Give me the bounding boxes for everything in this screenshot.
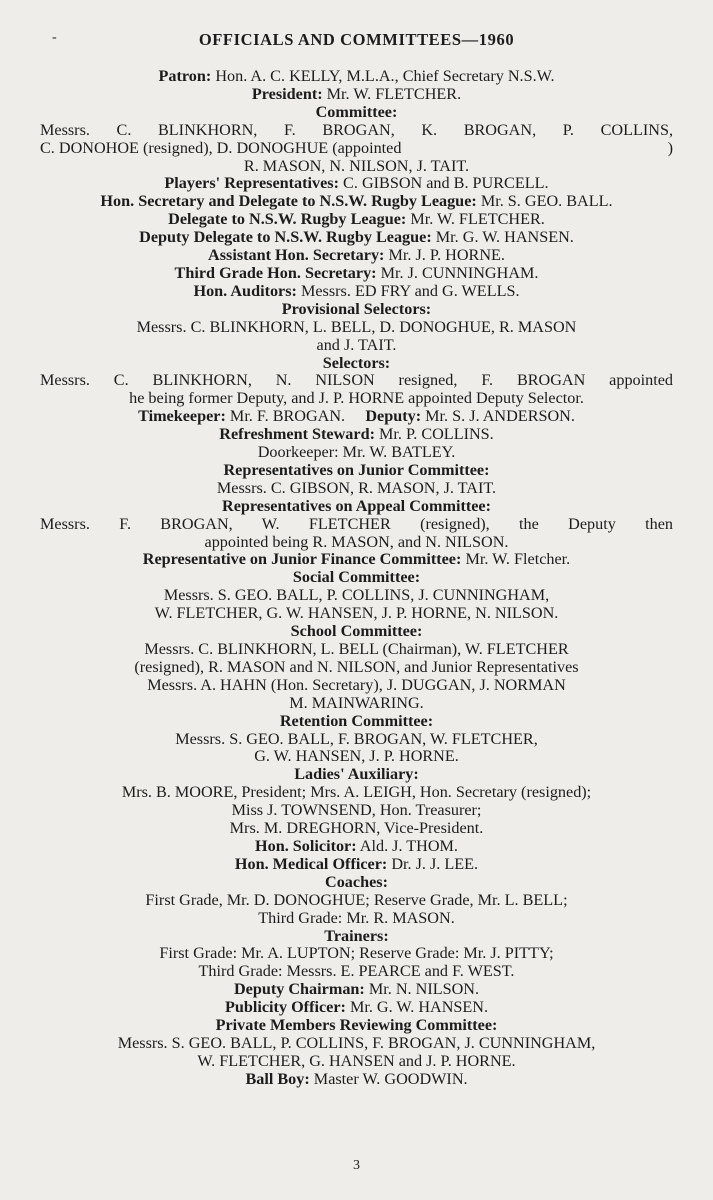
committee-members-text: C. DONOHOE (resigned), D. DONOGHUE (appointed [40, 138, 402, 157]
ladies-auxiliary-heading: Ladies' Auxiliary: [294, 765, 419, 784]
trainers-line: First Grade: Mr. A. LUPTON; Reserve Grade: Mr. J. PITTY; [159, 944, 554, 963]
hon-secretary-label: Hon. Secretary and Delegate to N.S.W. Rugby League: [100, 192, 477, 211]
retention-committee-line: Messrs. S. GEO. BALL, F. BROGAN, W. FLETCHER, [175, 729, 538, 748]
ladies-auxiliary-line: Miss J. TOWNSEND, Hon. Treasurer; [231, 801, 482, 820]
junior-finance-label: Representative on Junior Finance Committee: [142, 550, 462, 569]
school-committee-line: Messrs. C. BLINKHORN, L. BELL (Chairman), W. FLETCHER [144, 640, 569, 658]
president-line [40, 86, 673, 104]
retention-committee-heading: Retention Committee: [279, 711, 434, 730]
school-committee-line: Messrs. A. HAHN (Hon. Secretary), J. DUGGAN, J. NORMAN [147, 675, 566, 694]
selectors-line: Messrs. C. BLINKHORN, N. NILSON resigned, F. BROGAN appointed [40, 371, 673, 390]
committee-members-line: Messrs. C. BLINKHORN, F. BROGAN, K. BROGAN, P. COLLINS, [40, 120, 673, 139]
deputy-chairman-value: Mr. N. NILSON. [368, 980, 480, 999]
refreshment-steward-line [40, 426, 673, 444]
appeal-reps-line: Messrs. F. BROGAN, W. FLETCHER (resigned), the Deputy then [40, 514, 673, 533]
private-members-heading: Private Members Reviewing Committee: [215, 1016, 498, 1035]
deputy-delegate-value: Mr. G. W. HANSEN. [435, 228, 574, 247]
page-title: OFFICIALS AND COMMITTEES—1960 [198, 30, 515, 49]
assistant-secretary-line [40, 247, 673, 265]
ball-boy-value: Master W. GOODWIN. [313, 1069, 468, 1088]
retention-committee-line: G. W. HANSEN, J. P. HORNE. [254, 747, 459, 766]
assistant-secretary-value: Mr. J. P. HORNE. [388, 246, 505, 265]
committee-heading: Committee: [315, 102, 398, 121]
delegate-value: Mr. W. FLETCHER. [410, 210, 545, 229]
hon-secretary-value: Mr. S. GEO. BALL. [480, 192, 613, 211]
provisional-selectors-line: and J. TAIT. [316, 335, 397, 354]
solicitor-value: Ald. J. THOM. [359, 836, 458, 855]
private-members-line: Messrs. S. GEO. BALL, P. COLLINS, F. BROGAN, J. CUNNINGHAM, [117, 1033, 596, 1052]
junior-reps-line: Messrs. C. GIBSON, R. MASON, J. TAIT. [216, 478, 497, 497]
school-committee-line: M. MAINWARING. [289, 693, 424, 712]
auditors-label: Hon. Auditors: [193, 281, 297, 300]
players-reps-line [40, 175, 673, 193]
solicitor-line [40, 838, 673, 856]
medical-officer-label: Hon. Medical Officer: [234, 854, 388, 873]
trainers-line: Third Grade: Messrs. E. PEARCE and F. WEST. [198, 962, 515, 981]
medical-officer-line [40, 856, 673, 874]
president-value: Mr. W. FLETCHER. [326, 84, 462, 103]
players-reps-label: Players' Representatives: [164, 174, 339, 193]
refreshment-steward-value: Mr. P. COLLINS. [379, 425, 494, 444]
selectors-heading: Selectors: [322, 353, 391, 372]
auditors-value: Messrs. ED FRY and G. WELLS. [300, 281, 520, 300]
ladies-auxiliary-line: Mrs. M. DREGHORN, Vice-President. [229, 819, 484, 838]
patron-label: Patron: [158, 67, 212, 85]
social-committee-line: W. FLETCHER, G. W. HANSEN, J. P. HORNE, N. NILSON. [154, 604, 559, 623]
publicity-officer-value: Mr. G. W. HANSEN. [349, 998, 489, 1017]
closing-paren: ) [667, 138, 673, 157]
publicity-officer-label: Publicity Officer: [224, 998, 346, 1017]
medical-officer-value: Dr. J. J. LEE. [391, 854, 479, 873]
timekeeper-value: Mr. F. BROGAN. [229, 407, 346, 426]
refreshment-steward-label: Refreshment Steward: [219, 425, 375, 444]
junior-reps-heading: Representatives on Junior Committee: [223, 460, 490, 479]
delegate-label: Delegate to N.S.W. Rugby League: [168, 210, 407, 229]
page-number: 3 [353, 1158, 360, 1173]
provisional-selectors-line: Messrs. C. BLINKHORN, L. BELL, D. DONOGHUE, R. MASON [136, 317, 577, 336]
patron-line [40, 68, 673, 86]
junior-finance-line [40, 551, 673, 569]
coaches-line: Third Grade: Mr. R. MASON. [258, 908, 455, 927]
officials-list [40, 68, 673, 1089]
corner-dash: - [52, 30, 57, 45]
committee-members-line [40, 140, 673, 158]
hon-secretary-line [40, 193, 673, 211]
school-committee-heading: School Committee: [290, 622, 423, 641]
timekeeper-line [40, 408, 673, 426]
provisional-selectors-heading: Provisional Selectors: [281, 299, 432, 318]
president-label: President: [251, 84, 323, 103]
third-grade-secretary-label: Third Grade Hon. Secretary: [174, 263, 377, 282]
auditors-line [40, 283, 673, 301]
committee-members-line: R. MASON, N. NILSON, J. TAIT. [243, 156, 470, 175]
selectors-line: he being former Deputy, and J. P. HORNE appointed Deputy Selector. [129, 389, 584, 408]
private-members-line: W. FLETCHER, G. HANSEN and J. P. HORNE. [197, 1051, 516, 1070]
coaches-heading: Coaches: [325, 872, 388, 891]
appeal-reps-heading: Representatives on Appeal Committee: [222, 496, 491, 515]
school-committee-line: (resigned), R. MASON and N. NILSON, and Junior Representatives [134, 657, 579, 676]
ball-boy-label: Ball Boy: [245, 1069, 310, 1088]
timekeeper-label: Timekeeper: [138, 407, 226, 426]
coaches-line: First Grade, Mr. D. DONOGHUE; Reserve Grade, Mr. L. BELL; [145, 890, 568, 909]
deputy-delegate-label: Deputy Delegate to N.S.W. Rugby League: [139, 228, 432, 247]
ball-boy-line [40, 1071, 673, 1089]
deputy-chairman-label: Deputy Chairman: [233, 980, 365, 999]
players-reps-value: C. GIBSON and B. PURCELL. [343, 174, 549, 193]
timekeeper-deputy-value: Mr. S. J. ANDERSON. [425, 407, 575, 426]
deputy-delegate-line [40, 229, 673, 247]
ladies-auxiliary-line: Mrs. B. MOORE, President; Mrs. A. LEIGH, Hon. Secretary (resigned); [121, 783, 592, 802]
deputy-chairman-line [40, 981, 673, 999]
social-committee-heading: Social Committee: [292, 568, 421, 587]
delegate-line [40, 211, 673, 229]
third-grade-secretary-value: Mr. J. CUNNINGHAM. [380, 263, 539, 282]
social-committee-line: Messrs. S. GEO. BALL, P. COLLINS, J. CUNNINGHAM, [163, 586, 550, 605]
third-grade-secretary-line [40, 265, 673, 283]
appeal-reps-line: appointed being R. MASON, and N. NILSON. [204, 532, 509, 551]
trainers-heading: Trainers: [324, 926, 389, 945]
patron-value: Hon. A. C. KELLY, M.L.A., Chief Secretary N.S.W. [215, 67, 555, 85]
junior-finance-value: Mr. W. Fletcher. [465, 550, 571, 569]
publicity-officer-line [40, 999, 673, 1017]
assistant-secretary-label: Assistant Hon. Secretary: [208, 246, 385, 265]
doorkeeper-line: Doorkeeper: Mr. W. BATLEY. [257, 443, 456, 462]
timekeeper-deputy-label: Deputy: [365, 407, 422, 426]
solicitor-label: Hon. Solicitor: [255, 836, 357, 855]
